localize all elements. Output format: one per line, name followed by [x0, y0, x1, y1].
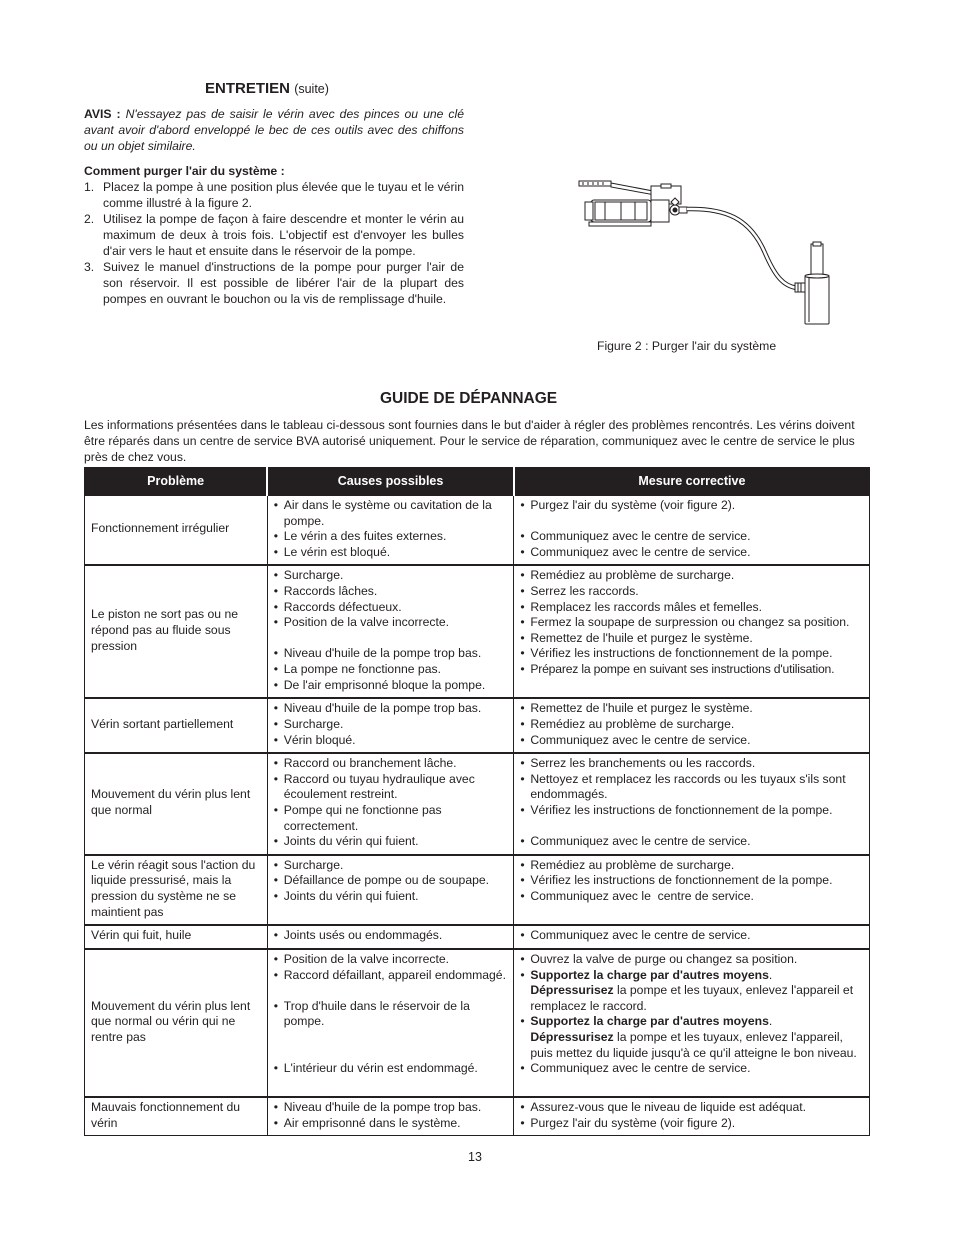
purge-step-number: 2.: [84, 212, 95, 226]
action-item-text: la pompe et les tuyaux, enlevez l'appareil, puis mettez du liquide jusqu'à ce qu'il atteigne le bon niveau.: [530, 1030, 857, 1060]
table-row: [85, 855, 870, 925]
actions-cell: [514, 949, 870, 1097]
actions-cell: [514, 565, 870, 698]
problem-cell: Vérin qui fuit, huile: [85, 925, 268, 949]
cause-item: • Joints du vérin qui fuient.: [274, 889, 510, 905]
problem-cell: Le vérin réagit sous l'action du liquide pressurisé, mais la pression du système ne se maintient pas: [85, 855, 268, 925]
actions-cell: [514, 496, 870, 566]
action-item: • Ouvrez la valve de purge ou changez sa position.: [520, 952, 865, 968]
avis-label: AVIS :: [84, 107, 121, 121]
purge-step: [84, 259, 464, 307]
table-row: [85, 698, 870, 753]
cause-item: • Raccord ou tuyau hydraulique avec écoulement restreint.: [274, 772, 510, 803]
problem-cell: Mouvement du vérin plus lent que normal ou vérin qui ne rentre pas: [85, 949, 268, 1097]
causes-cell: [267, 855, 514, 925]
action-item: • Communiquez avec le centre de service.: [520, 529, 865, 545]
pump-bleed-illustration-icon: [575, 178, 845, 338]
action-item: • Fermez la soupape de surpression ou changez sa position.: [520, 615, 865, 631]
action-item: • Remédiez au problème de surcharge.: [520, 858, 865, 874]
action-item: • Remédiez au problème de surcharge.: [520, 568, 865, 584]
purge-steps: [84, 179, 464, 307]
cause-item: • Niveau d'huile de la pompe trop bas.: [274, 1100, 510, 1116]
warning-support-load: Supportez la charge par d'autres moyens: [530, 1014, 769, 1029]
action-item: • Communiquez avec le centre de service.: [520, 928, 865, 944]
action-punctuation: .: [768, 1014, 773, 1029]
action-item: • Remettez de l'huile et purgez le système.: [520, 631, 865, 647]
cause-item: • Position de la valve incorrecte.: [274, 952, 510, 968]
warning-depressurize: Dépressurisez: [530, 983, 614, 998]
cause-item: • Trop d'huile dans le réservoir de la pompe.: [274, 999, 510, 1030]
figure-2-pump-hose-cylinder: [575, 178, 845, 338]
problem-cell: Mouvement du vérin plus lent que normal: [85, 753, 268, 855]
cause-item: • Surcharge.: [274, 858, 510, 874]
cause-item: • Vérin bloqué.: [274, 733, 510, 749]
action-item: • Serrez les branchements ou les raccords.: [520, 756, 865, 772]
action-item: • Purgez l'air du système (voir figure 2).: [520, 498, 865, 514]
avis-notice: [84, 106, 464, 154]
actions-cell: [514, 698, 870, 753]
problem-cell: Vérin sortant partiellement: [85, 698, 268, 753]
purge-step-text: Placez la pompe à une position plus élevée que le tuyau et le vérin comme illustré à la figure 2.: [103, 180, 464, 210]
action-item: [520, 1014, 865, 1061]
causes-cell: [267, 1097, 514, 1136]
figure-caption: Figure 2 : Purger l'air du système: [597, 339, 777, 353]
cause-item: • Niveau d'huile de la pompe trop bas.: [274, 646, 510, 662]
column-header-mesure: Mesure corrective: [514, 468, 870, 496]
actions-cell: [514, 753, 870, 855]
section-title-entretien: [205, 80, 329, 97]
causes-cell: [267, 949, 514, 1097]
cause-item: • Pompe qui ne fonctionne pas correctement.: [274, 803, 510, 834]
action-item: • Vérifiez les instructions de fonctionnement de la pompe.: [520, 803, 865, 819]
purge-step-number: 3.: [84, 260, 95, 274]
table-header-row: [85, 468, 870, 496]
problem-cell: Fonctionnement irrégulier: [85, 496, 268, 566]
causes-cell: [267, 496, 514, 566]
entretien-suffix: (suite): [294, 82, 329, 96]
actions-cell: [514, 855, 870, 925]
purge-step-text: Suivez le manuel d'instructions de la pompe pour purger l'air de son réservoir. Il est possible de libérer l'air de la plupart des pompes en ouvrant le bouchon ou la vis de remplissage d'huile.: [103, 260, 464, 306]
cause-item: • Surcharge.: [274, 568, 510, 584]
table-row: [85, 753, 870, 855]
action-punctuation: .: [768, 967, 773, 982]
cause-item: • Raccord ou branchement lâche.: [274, 756, 510, 772]
table-row: [85, 1097, 870, 1136]
problem-cell: Mauvais fonctionnement du vérin: [85, 1097, 268, 1136]
actions-cell: [514, 925, 870, 949]
causes-cell: [267, 925, 514, 949]
purge-step: [84, 211, 464, 259]
causes-cell: [267, 698, 514, 753]
action-item: • Vérifiez les instructions de fonctionnement de la pompe.: [520, 646, 865, 662]
purge-step: [84, 179, 464, 211]
action-item: • Communiquez avec le centre de service.: [520, 733, 865, 749]
guide-intro: Les informations présentées dans le tableau ci-dessous sont fournies dans le but d'aider à régler des problèmes rencontrés. Les vérins doivent être réparés dans un centre de service BVA autorisé uniquement. Pour le service de réparation, communiquez avec le centre de service le plus près de chez vous.: [84, 418, 855, 464]
cause-item: • Air emprisonné dans le système.: [274, 1116, 510, 1132]
action-item: • Préparez la pompe en suivant ses instructions d'utilisation.: [520, 662, 865, 678]
problem-cell: Le piston ne sort pas ou ne répond pas au fluide sous pression: [85, 565, 268, 698]
page-number: 13: [468, 1150, 482, 1164]
cause-item: • De l'air emprisonné bloque la pompe.: [274, 678, 510, 694]
cause-item: • Défaillance de pompe ou de soupape.: [274, 873, 510, 889]
cause-item: • Surcharge.: [274, 717, 510, 733]
action-item-text: la pompe et les tuyaux, enlevez l'appareil et remplacez le raccord.: [530, 983, 854, 1013]
table-row: [85, 949, 870, 1097]
troubleshooting-table: [84, 467, 870, 1136]
cause-item: • Raccords lâches.: [274, 584, 510, 600]
cause-item: • Position de la valve incorrecte.: [274, 615, 510, 631]
column-header-causes: Causes possibles: [267, 468, 514, 496]
action-item: • Nettoyez et remplacez les raccords ou les tuyaux s'ils sont endommagés.: [520, 772, 865, 803]
action-item: • Purgez l'air du système (voir figure 2).: [520, 1116, 865, 1132]
causes-cell: [267, 753, 514, 855]
table-row: [85, 496, 870, 566]
cause-item: • La pompe ne fonctionne pas.: [274, 662, 510, 678]
causes-cell: [267, 565, 514, 698]
entretien-left-column: [84, 106, 464, 307]
entretien-title: ENTRETIEN: [205, 80, 291, 97]
cause-item: • Joints usés ou endommagés.: [274, 928, 510, 944]
cause-item: • Joints du vérin qui fuient.: [274, 834, 510, 850]
action-item: [520, 968, 865, 1015]
warning-depressurize: Dépressurisez: [530, 1030, 614, 1045]
action-item: • Communiquez avec le centre de service.: [520, 1061, 865, 1077]
column-header-probleme: Problème: [85, 468, 268, 496]
purge-step-text: Utilisez la pompe de façon à faire descendre et monter le vérin au maximum de deux à trois fois. L'objectif est d'envoyer les bulles d'air vers le haut et ensuite dans le réservoir de la pompe.: [103, 212, 464, 258]
cause-item: • Air dans le système ou cavitation de la pompe.: [274, 498, 510, 529]
action-item: • Remettez de l'huile et purgez le système.: [520, 701, 865, 717]
action-item: • Remédiez au problème de surcharge.: [520, 717, 865, 733]
actions-cell: [514, 1097, 870, 1136]
table-row: [85, 565, 870, 698]
table-row: [85, 925, 870, 949]
warning-support-load: Supportez la charge par d'autres moyens: [530, 967, 769, 982]
avis-text: N'essayez pas de saisir le vérin avec des pinces ou une clé avant avoir d'abord enveloppé le bec de ces outils avec des chiffons ou un objet similaire.: [84, 107, 464, 153]
purge-heading: Comment purger l'air du système :: [84, 164, 285, 178]
action-item: • Communiquez avec le centre de service.: [520, 889, 865, 905]
section-title-guide: GUIDE DE DÉPANNAGE: [380, 390, 558, 407]
cause-item: • Niveau d'huile de la pompe trop bas.: [274, 701, 510, 717]
cause-item: • Le vérin est bloqué.: [274, 545, 510, 561]
action-item: • Vérifiez les instructions de fonctionnement de la pompe.: [520, 873, 865, 889]
action-item: • Remplacez les raccords mâles et femelles.: [520, 600, 865, 616]
cause-item: • Raccord défaillant, appareil endommagé.: [274, 968, 510, 984]
action-item: • Communiquez avec le centre de service.: [520, 834, 865, 850]
cause-item: • L'intérieur du vérin est endommagé.: [274, 1061, 510, 1077]
cause-item: • Le vérin a des fuites externes.: [274, 529, 510, 545]
action-item: • Serrez les raccords.: [520, 584, 865, 600]
cause-item: • Raccords défectueux.: [274, 600, 510, 616]
action-item: • Assurez-vous que le niveau de liquide est adéquat.: [520, 1100, 865, 1116]
purge-step-number: 1.: [84, 180, 95, 194]
action-item: • Communiquez avec le centre de service.: [520, 545, 865, 561]
